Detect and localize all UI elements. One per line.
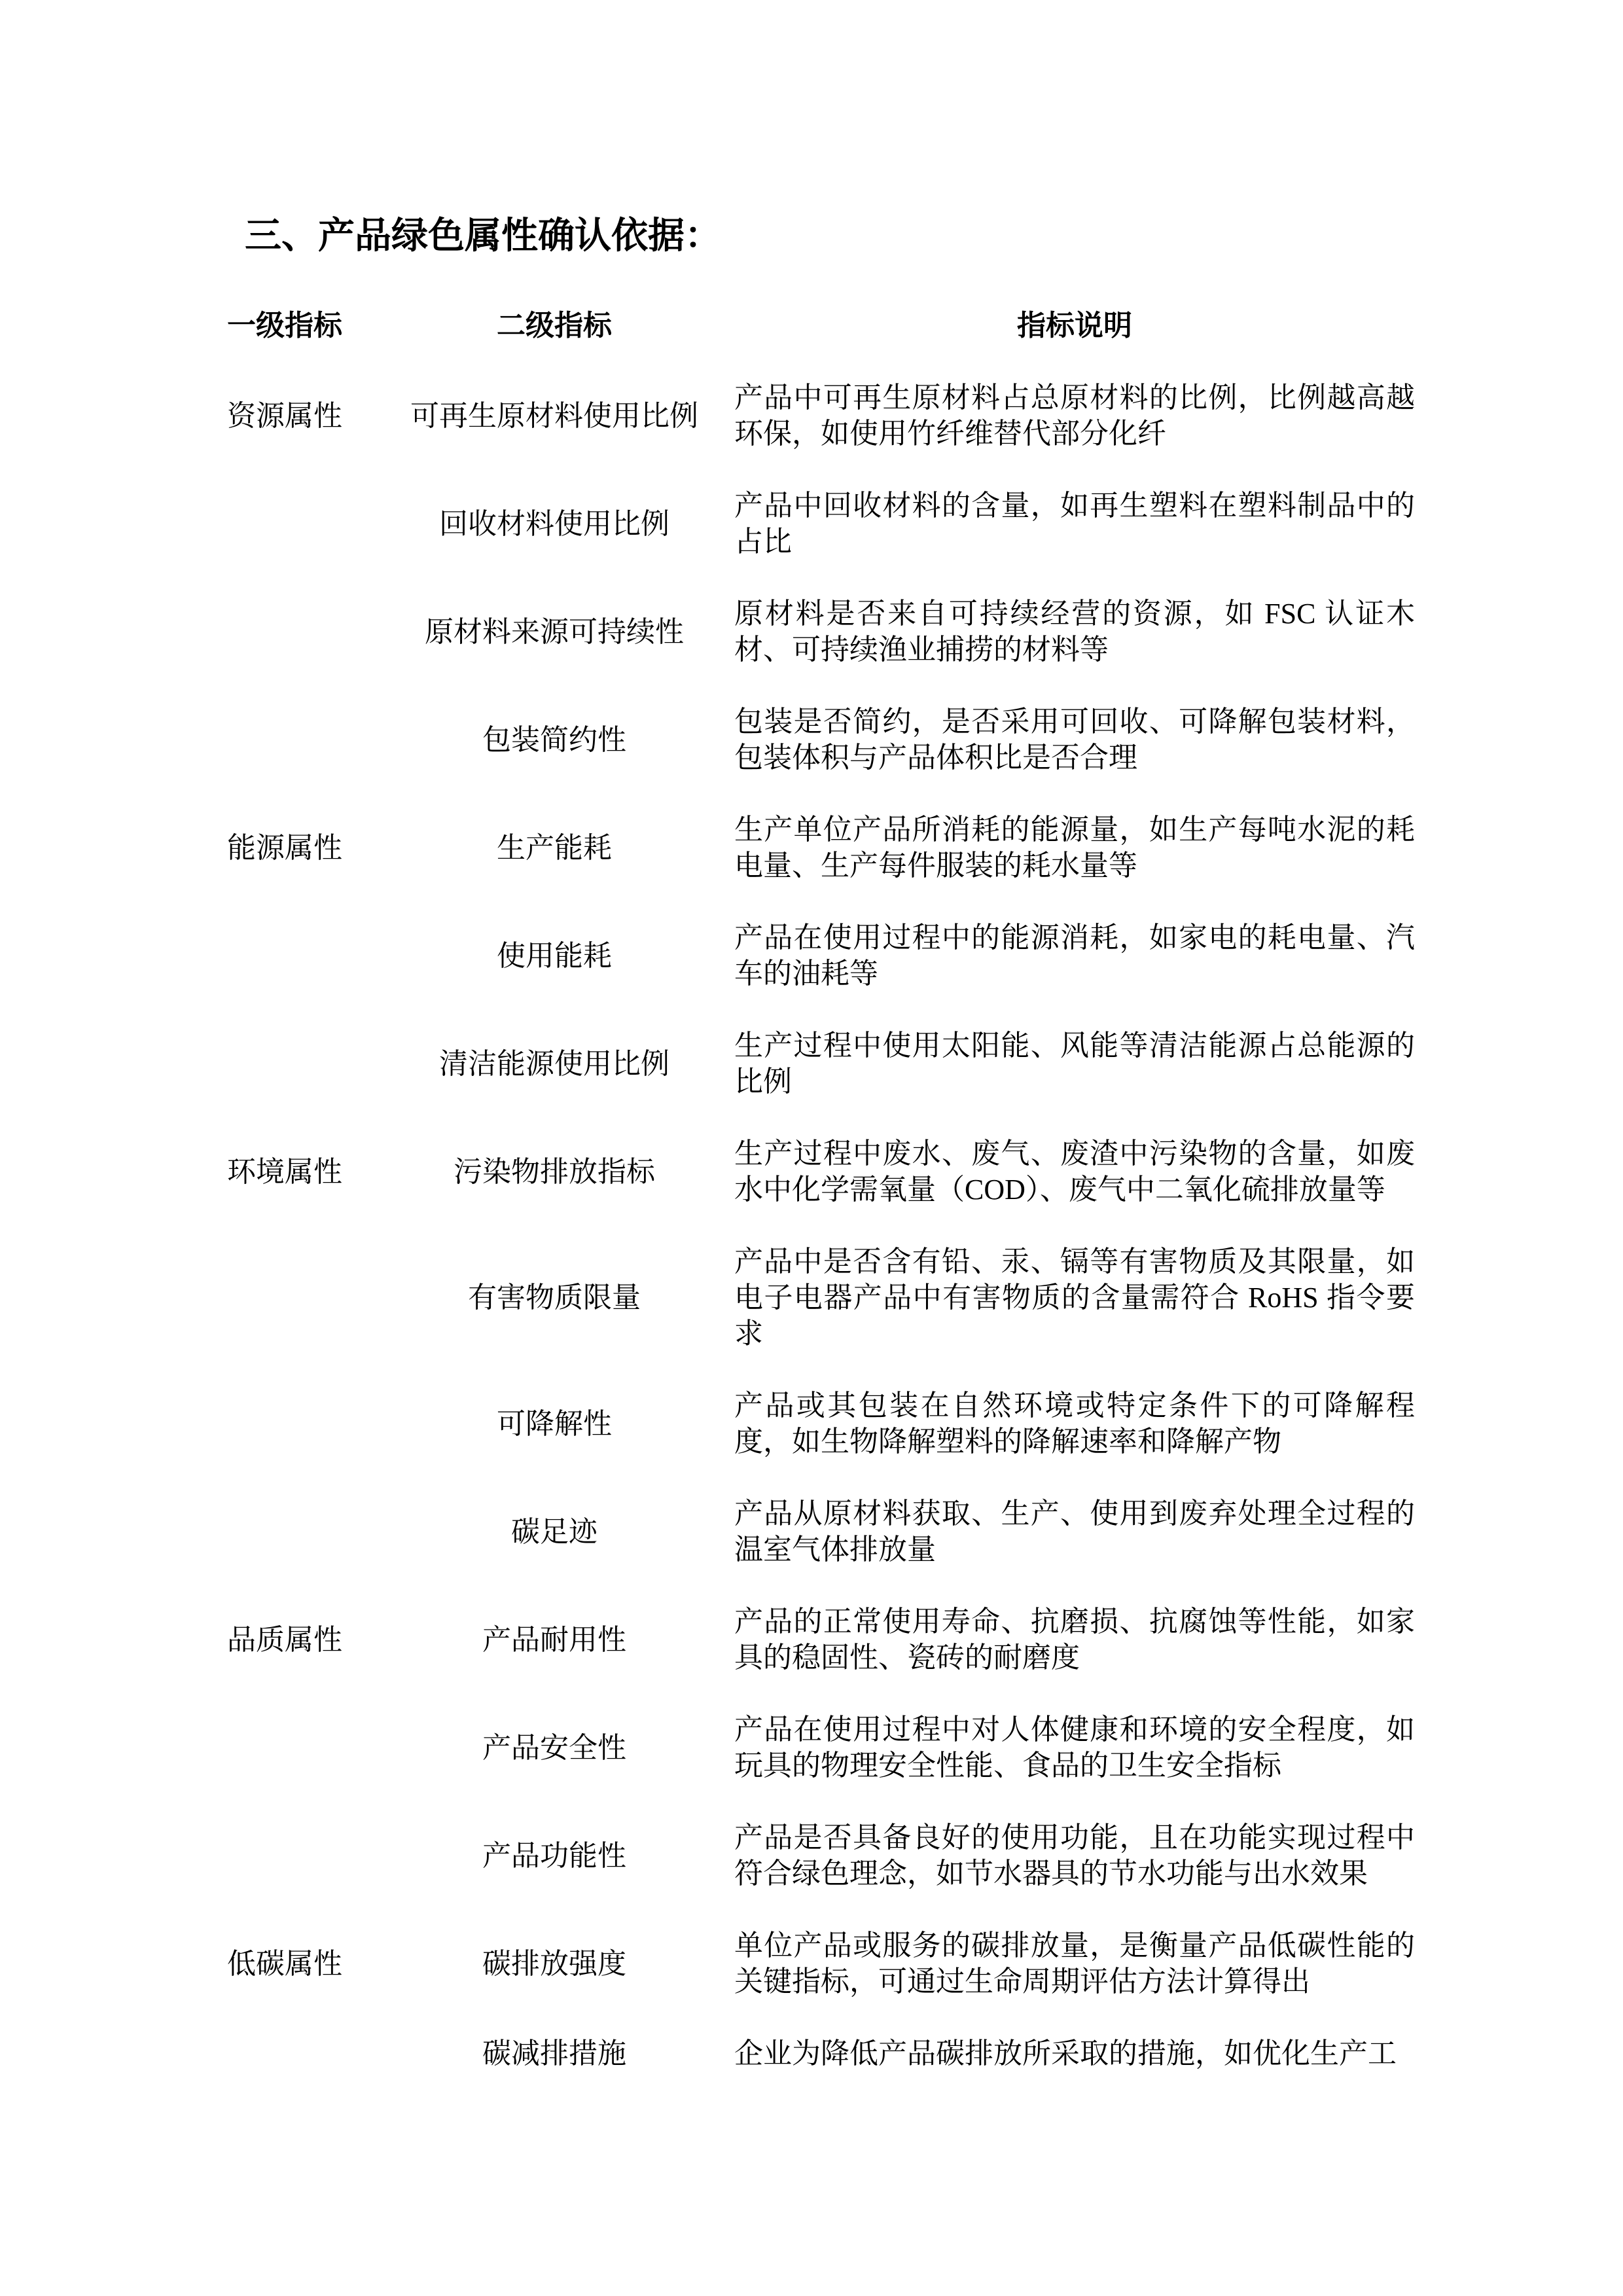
table-row	[227, 1496, 1415, 1568]
table-row	[227, 1712, 1415, 1784]
table-header-row	[227, 308, 1415, 344]
indicator-cell: 碳排放强度	[482, 1947, 626, 1980]
description-cell: 生产过程中使用太阳能、风能等清洁能源占总能源的比例	[734, 1030, 1415, 1098]
category-cell: 低碳属性	[227, 1947, 342, 1980]
table-row	[227, 2036, 1415, 2072]
indicator-cell: 产品耐用性	[482, 1623, 626, 1656]
table-row	[227, 1820, 1415, 1892]
description-cell: 企业为降低产品碳排放所采取的措施，如优化生产工	[734, 2037, 1397, 2070]
indicator-cell: 污染物排放指标	[454, 1155, 655, 1188]
page-title: 三、产品绿色属性确认依据：	[245, 216, 721, 257]
category-cell: 资源属性	[227, 399, 342, 432]
table-row	[227, 1928, 1415, 2000]
category-cell: 能源属性	[227, 831, 342, 864]
indicator-cell: 可降解性	[497, 1407, 612, 1440]
table-row	[227, 1388, 1415, 1460]
table-row	[227, 380, 1415, 452]
description-cell: 产品或其包装在自然环境或特定条件下的可降解程度，如生物降解塑料的降解速率和降解产物	[734, 1390, 1415, 1458]
indicator-cell: 使用能耗	[497, 939, 612, 972]
table-row	[227, 1136, 1415, 1208]
table-row	[227, 812, 1415, 884]
description-cell: 产品在使用过程中对人体健康和环境的安全程度，如玩具的物理安全性能、食品的卫生安全指标	[734, 1713, 1415, 1782]
category-cell: 品质属性	[227, 1623, 342, 1656]
category-cell: 环境属性	[227, 1155, 342, 1188]
indicator-cell: 有害物质限量	[468, 1282, 641, 1314]
description-cell: 产品从原材料获取、生产、使用到废弃处理全过程的温室气体排放量	[734, 1498, 1415, 1566]
indicator-cell: 回收材料使用比例	[439, 507, 669, 540]
indicator-cell: 碳减排措施	[482, 2037, 626, 2070]
col-header-level2: 二级指标	[497, 310, 612, 342]
table-row	[227, 596, 1415, 668]
table-row	[227, 1604, 1415, 1676]
description-cell: 生产过程中废水、废气、废渣中污染物的含量，如废水中化学需氧量（COD）、废气中二氧化硫排放量等	[734, 1138, 1415, 1206]
indicator-cell: 原材料来源可持续性	[425, 615, 684, 648]
description-cell: 单位产品或服务的碳排放量，是衡量产品低碳性能的关键指标，可通过生命周期评估方法计算得出	[734, 1929, 1415, 1998]
indicator-cell: 产品安全性	[482, 1731, 626, 1764]
description-cell: 产品是否具备良好的使用功能，且在功能实现过程中符合绿色理念，如节水器具的节水功能与出水效果	[734, 1821, 1415, 1890]
description-cell: 生产单位产品所消耗的能源量，如生产每吨水泥的耗电量、生产每件服装的耗水量等	[734, 814, 1415, 882]
table-row	[227, 488, 1415, 560]
indicator-cell: 包装简约性	[482, 723, 626, 756]
description-cell: 产品中回收材料的含量，如再生塑料在塑料制品中的占比	[734, 490, 1415, 558]
indicator-cell: 碳足迹	[511, 1515, 597, 1548]
col-header-explanation: 指标说明	[1017, 310, 1132, 342]
indicator-cell: 可再生原材料使用比例	[410, 399, 698, 432]
table-row	[227, 920, 1415, 992]
table-row	[227, 1244, 1415, 1352]
indicator-cell: 生产能耗	[497, 831, 612, 864]
description-cell: 原材料是否来自可持续经营的资源，如 FSC 认证木材、可持续渔业捕捞的材料等	[734, 598, 1415, 666]
table-row	[227, 1028, 1415, 1100]
description-cell: 包装是否简约，是否采用可回收、可降解包装材料，包装体积与产品体积比是否合理	[734, 706, 1415, 774]
description-cell: 产品中是否含有铅、汞、镉等有害物质及其限量，如电子电器产品中有害物质的含量需符合 RoHS 指令要求	[734, 1246, 1415, 1350]
col-header-level1: 一级指标	[227, 310, 342, 342]
description-cell: 产品的正常使用寿命、抗磨损、抗腐蚀等性能，如家具的稳固性、瓷砖的耐磨度	[734, 1605, 1415, 1674]
table-row	[227, 704, 1415, 776]
description-cell: 产品中可再生原材料占总原材料的比例，比例越高越环保，如使用竹纤维替代部分化纤	[734, 382, 1415, 450]
indicator-cell: 产品功能性	[482, 1839, 626, 1872]
description-cell: 产品在使用过程中的能源消耗，如家电的耗电量、汽车的油耗等	[734, 922, 1415, 990]
indicator-cell: 清洁能源使用比例	[439, 1047, 669, 1080]
